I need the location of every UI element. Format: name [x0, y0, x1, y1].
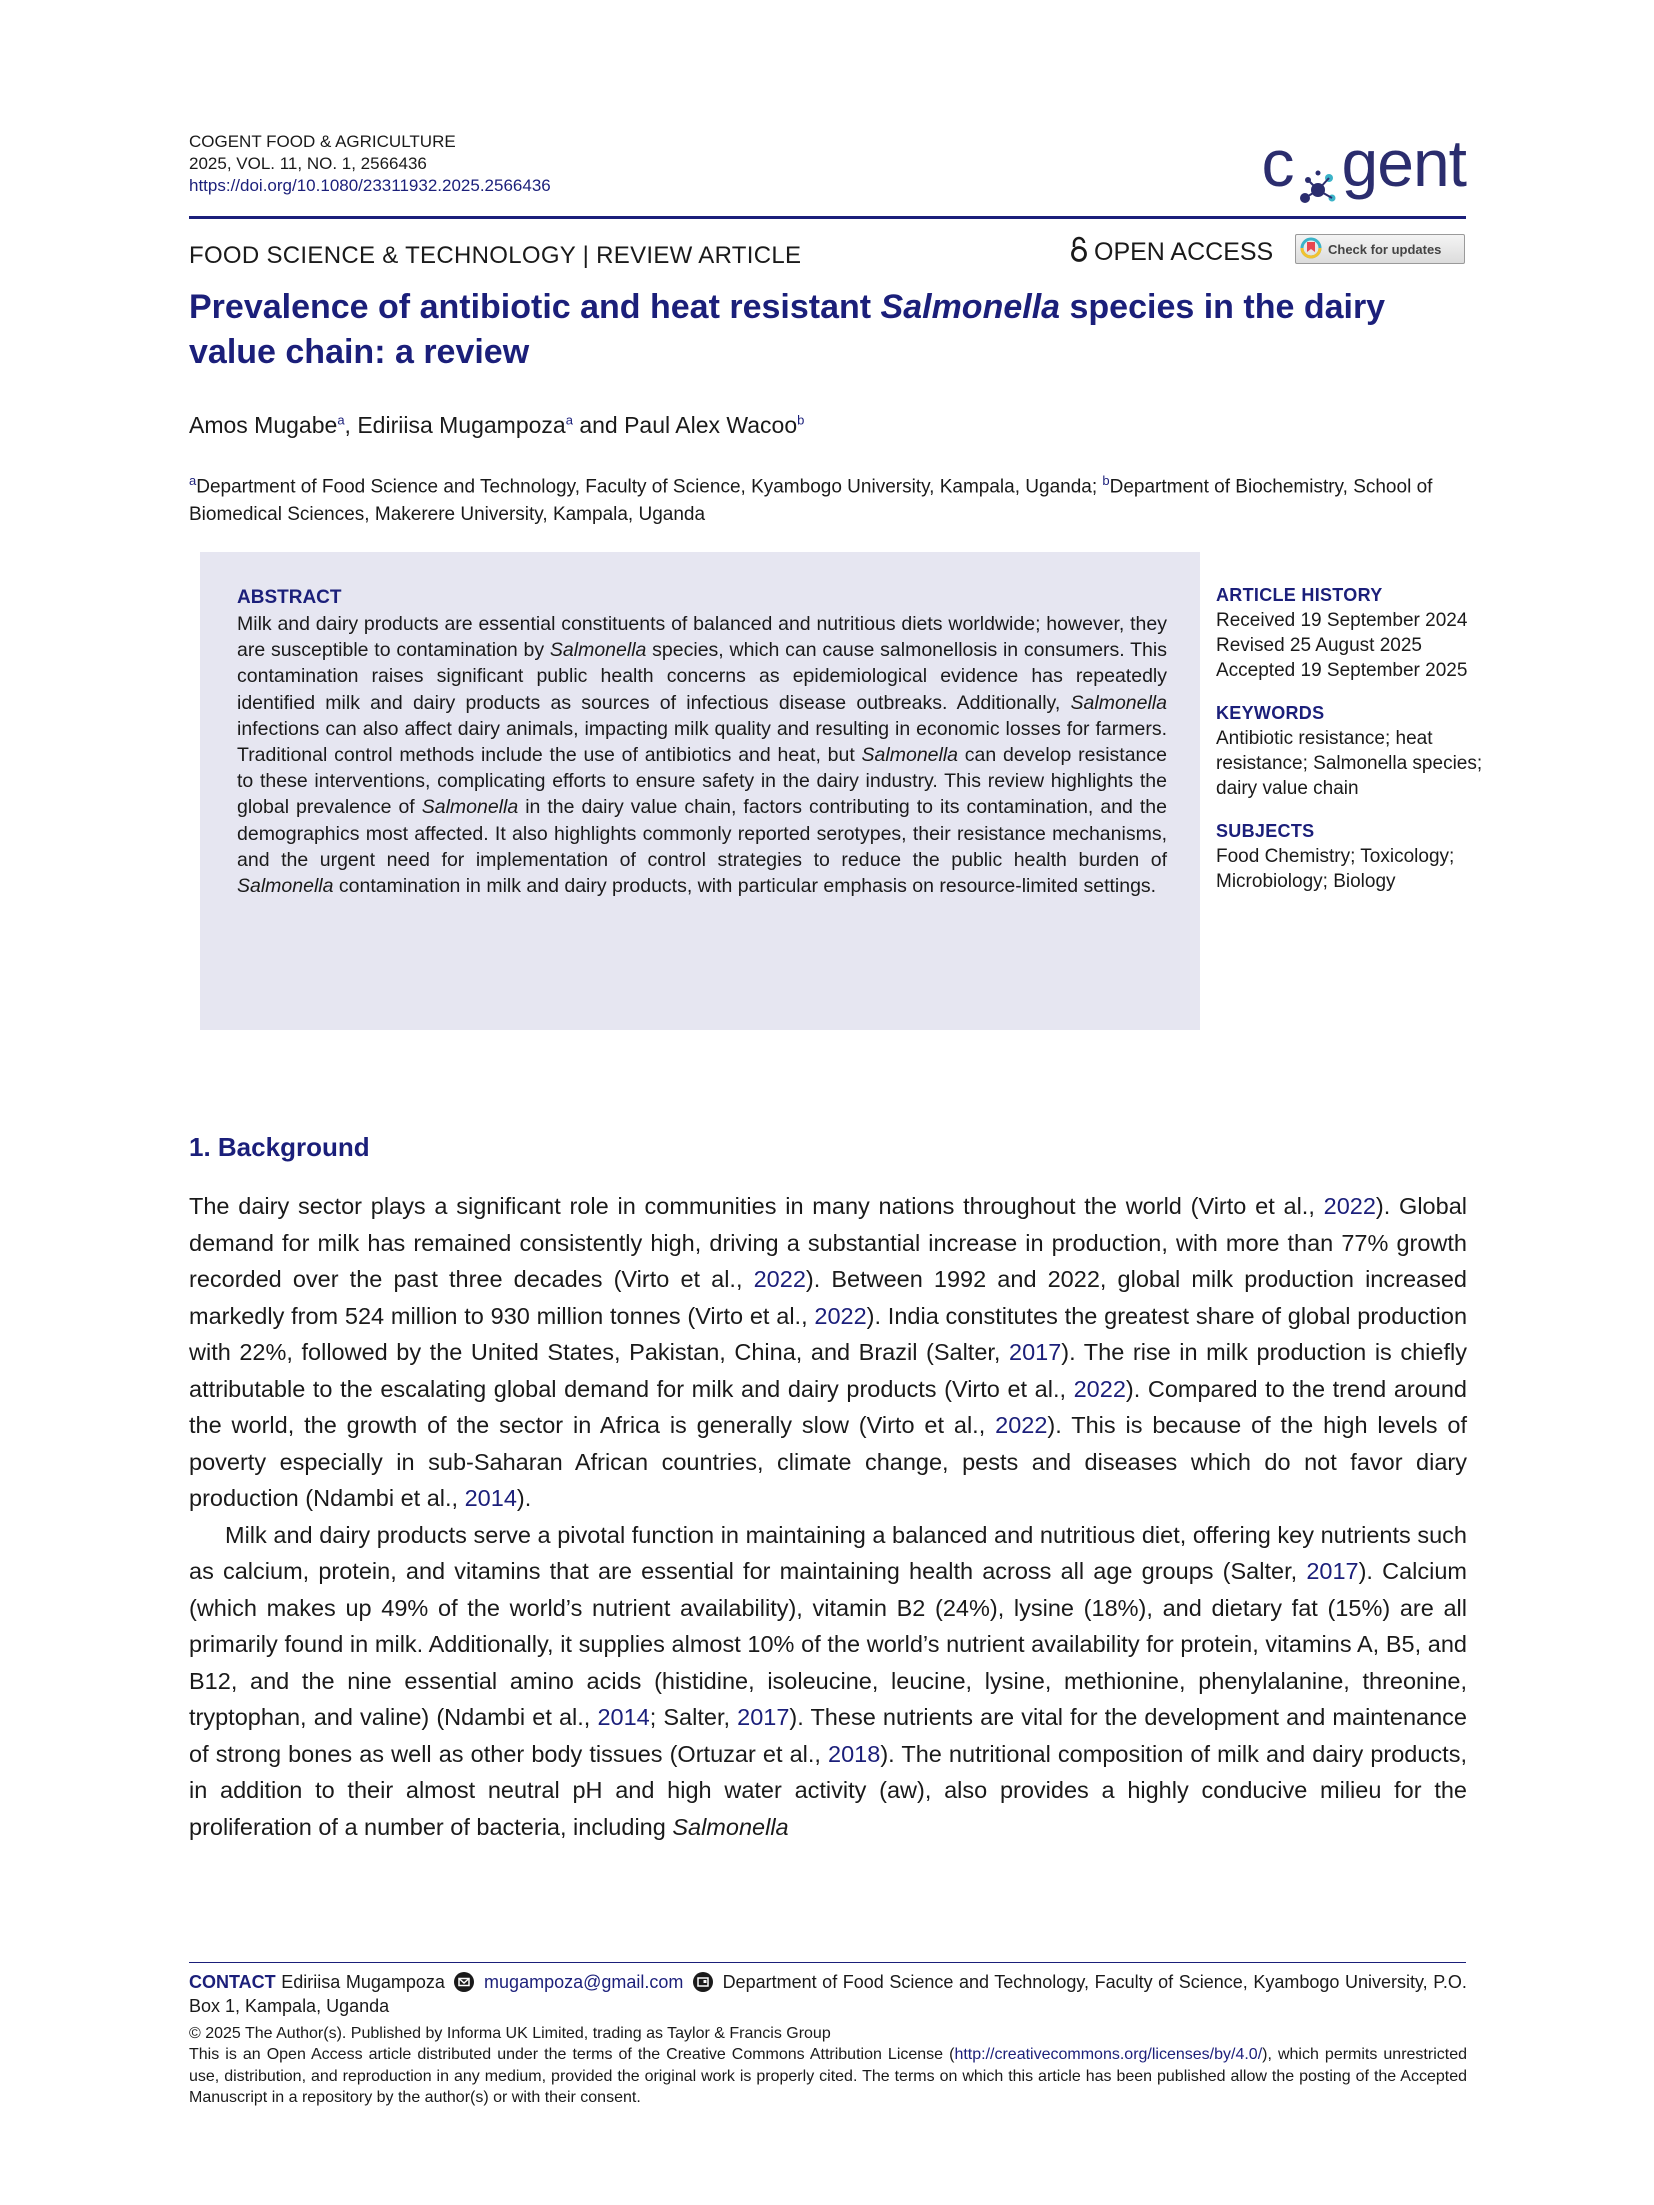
text-run: species, which can cause salmonellosis in consumers. This contamination raises significant public health concerns as epidemiological evidence has repeatedly identified milk and dairy products as sources of infectious disease outbreaks. Additionally,: [237, 639, 1167, 714]
abstract-panel: [200, 552, 1200, 1030]
history-heading: ARTICLE HISTORY: [1216, 585, 1383, 605]
journal-header: [189, 131, 551, 197]
subjects-list: Food Chemistry; Toxicology; Microbiology; Biology: [1216, 846, 1455, 892]
author-name: Paul Alex Wacoo: [624, 412, 798, 438]
cogent-logo: [1262, 128, 1466, 198]
citation-link[interactable]: 2017: [737, 1704, 790, 1730]
author-affiliation-marker: b: [797, 412, 805, 428]
text-run: The dairy sector plays a significant role in communities in many nations throughout the world (Virto et al.,: [189, 1193, 1324, 1219]
citation-link[interactable]: 2022: [814, 1302, 867, 1329]
citation-link[interactable]: 2022: [1073, 1375, 1126, 1402]
history-revised: Revised 25 August 2025: [1216, 635, 1422, 656]
text-run: ). These nutrients are vital for the development and maintenance of strong bones as well as other body tissues (Ortuzar et al.,: [189, 1704, 1467, 1767]
text-run: ). The nutritional composition of milk and dairy products, in addition to their almost neutral pH and high water activity (aw), also provides a highly conducive milieu for the proliferation of a number of bacteria, including: [189, 1740, 1467, 1840]
citation-link[interactable]: 2022: [1323, 1193, 1376, 1219]
open-access-badge: [1070, 236, 1273, 269]
doi-link[interactable]: https://doi.org/10.1080/23311932.2025.2566436: [189, 176, 551, 195]
body-paragraph: [189, 1517, 1467, 1846]
logo-text-post: gent: [1341, 126, 1466, 200]
open-lock-icon: [1070, 236, 1088, 269]
license-link[interactable]: http://creativecommons.org/licenses/by/4.0/: [954, 2046, 1263, 2063]
contact-name: Ediriisa Mugampoza: [281, 1972, 445, 1992]
italic-term: Salmonella: [237, 875, 334, 898]
text-run: in the dairy value chain, factors contributing to its contamination, and the demographics most affected. It also highlights commonly reported serotypes, their resistance mechanisms, and the urgent need for implementation of control strategies to reduce the public health burden of: [237, 796, 1167, 871]
text-run: can develop resistance to these interventions, complicating efforts to ensure safety in the dairy industry. This review highlights the global prevalence of: [237, 744, 1167, 819]
copyright: © 2025 The Author(s). Published by Informa UK Limited, trading as Taylor & Francis Group: [189, 2025, 831, 2042]
citation-link[interactable]: 2017: [1009, 1339, 1062, 1365]
citation-link[interactable]: 2014: [597, 1704, 650, 1730]
molecule-icon: [1296, 150, 1340, 190]
author-name: Amos Mugabe: [189, 412, 338, 438]
citation-link[interactable]: 2022: [753, 1266, 806, 1292]
open-access-label: OPEN ACCESS: [1094, 238, 1274, 266]
history-accepted: Accepted 19 September 2025: [1216, 660, 1468, 681]
article-info-sidebar: [1216, 583, 1486, 912]
contact-address: Department of Food Science and Technology, Faculty of Science, Kyambogo University, P.O. Box 1, Kampala, Uganda: [189, 1972, 1467, 2016]
italic-term: Salmonella: [421, 796, 519, 819]
text-run: ; Salter,: [649, 1704, 738, 1730]
contact-info: [189, 1970, 1467, 2018]
text-run: Milk and dairy products serve a pivotal function in maintaining a balanced and nutritious diet, offering key nutrients such as calcium, protein, and vitamins that are essential for maintaining health across all age groups (Salter,: [189, 1521, 1467, 1584]
italic-term: Salmonella: [672, 1813, 789, 1840]
journal-volume: 2025, VOL. 11, NO. 1, 2566436: [189, 154, 427, 173]
author-name: Ediriisa Mugampoza: [357, 412, 566, 438]
text-run: infections can also affect dairy animals, impacting milk quality and resulting in economic losses for farmers. Traditional control methods include the use of antibiotics and heat, but: [237, 717, 1167, 767]
text-run: Milk and dairy products are essential constituents of balanced and nutritious diets worldwide; however, they are susceptible to contamination by: [237, 613, 1167, 662]
keywords-list: Antibiotic resistance; heat resistance; Salmonella species; dairy value chain: [1216, 728, 1483, 799]
contact-email[interactable]: mugampoza@gmail.com: [484, 1972, 684, 1992]
citation-link[interactable]: 2022: [995, 1412, 1048, 1438]
text-run: ). Between 1992 and 2022, global milk production increased markedly from 524 million to 930 million tonnes (Virto et al.,: [189, 1266, 1467, 1329]
text-run: ).: [516, 1485, 532, 1511]
citation-link[interactable]: 2017: [1306, 1558, 1359, 1584]
journal-name: COGENT FOOD & AGRICULTURE: [189, 132, 456, 151]
body-text: [189, 1188, 1467, 1845]
history-received: Received 19 September 2024: [1216, 610, 1468, 631]
citation-link[interactable]: 2018: [828, 1740, 881, 1767]
text-run: ). India constitutes the greatest share of global production with 22%, followed by the United States, Pakistan, China, and Brazil (Salter,: [189, 1302, 1468, 1365]
logo-text-pre: c: [1261, 126, 1294, 200]
keywords-heading: KEYWORDS: [1216, 703, 1325, 723]
section-heading: 1. Background: [189, 1132, 370, 1162]
italic-term: Salmonella: [549, 639, 647, 662]
affiliation-marker: b: [1102, 473, 1110, 488]
affiliations: [189, 467, 1469, 529]
abstract-heading: ABSTRACT: [237, 587, 342, 608]
italic-term: Salmonella: [861, 744, 959, 767]
text-run: ). Global demand for milk has remained consistently high, driving a substantial increase in production, with more than 77% growth recorded over the past three decades (Virto et al.,: [189, 1193, 1467, 1292]
footer-rule: [189, 1962, 1466, 1963]
subjects-heading: SUBJECTS: [1216, 821, 1315, 841]
text-run: ). The rise in milk production is chiefly attributable to the escalating global demand for milk and dairy products (Virto et al.,: [189, 1339, 1467, 1402]
affiliation-text: Department of Food Science and Technology, Faculty of Science, Kyambogo University, Kampala, Uganda;: [196, 476, 1103, 498]
check-for-updates-button[interactable]: [1295, 234, 1465, 264]
text-run: ). Calcium (which makes up 49% of the world’s nutrient availability), vitamin B2 (24%), lysine (18%), and dietary fat (15%) are all primarily found in milk. Additionally, it supplies almost 10% of the world’s nutrient availability for protein, vitamins A, B5, and B12, and the nine essential amino acids (histidine, isoleucine, leucine, lysine, methionine, phenylalanine, threonine, tryptophan, and valine) (Ndambi et al.,: [189, 1558, 1467, 1730]
contact-label: CONTACT: [189, 1972, 276, 1992]
email-icon: [454, 1972, 474, 1992]
check-updates-label: Check for updates: [1328, 241, 1442, 257]
author-list: Amos Mugabe$^a$, Ediriisa Mugampoza$^a$ and Paul Alex Wacoo$^b$: [189, 412, 805, 438]
address-icon: [693, 1972, 713, 1992]
citation-link[interactable]: 2014: [464, 1485, 517, 1511]
body-paragraph: [189, 1188, 1467, 1517]
author-affiliation-marker: a: [337, 412, 345, 428]
text-run: ). Compared to the trend around the world, the growth of the sector in Africa is generally slow (Virto et al.,: [189, 1375, 1467, 1438]
affiliation-text: Department of Biochemistry, School of Biomedical Sciences, Makerere University, Kampala, Uganda: [189, 476, 1433, 526]
abstract-text: [237, 611, 1167, 899]
author-affiliation-marker: a: [565, 412, 573, 428]
article-title: Prevalence of antibiotic and heat resistant Salmonella species in the dairy value chain: a review: [189, 288, 1386, 371]
italic-term: Salmonella: [1070, 691, 1167, 714]
crossmark-icon: [1300, 237, 1322, 262]
text-run: ). This is because of the high levels of poverty especially in sub-Saharan African countries, climate change, pests and diseases which do not favor diary production (Ndambi et al.,: [189, 1412, 1467, 1511]
text-run: contamination in milk and dairy products, with particular emphasis on resource-limited settings.: [333, 875, 1157, 898]
affiliation-marker: a: [189, 473, 197, 488]
license-text: This is an Open Access article distributed under the terms of the Creative Commons Attribution License (http://creativecommons.org/licenses/by/4.0/), which permits unrestricted use, distribution, and reproduction in any medium, provided the original work is properly cited. The terms on which this article has been published allow the posting of the Accepted Manuscript in a repository by the author(s) or with their consent.: [189, 2046, 1468, 2106]
header-rule: [189, 216, 1466, 219]
article-type: FOOD SCIENCE & TECHNOLOGY | REVIEW ARTICLE: [189, 242, 802, 269]
